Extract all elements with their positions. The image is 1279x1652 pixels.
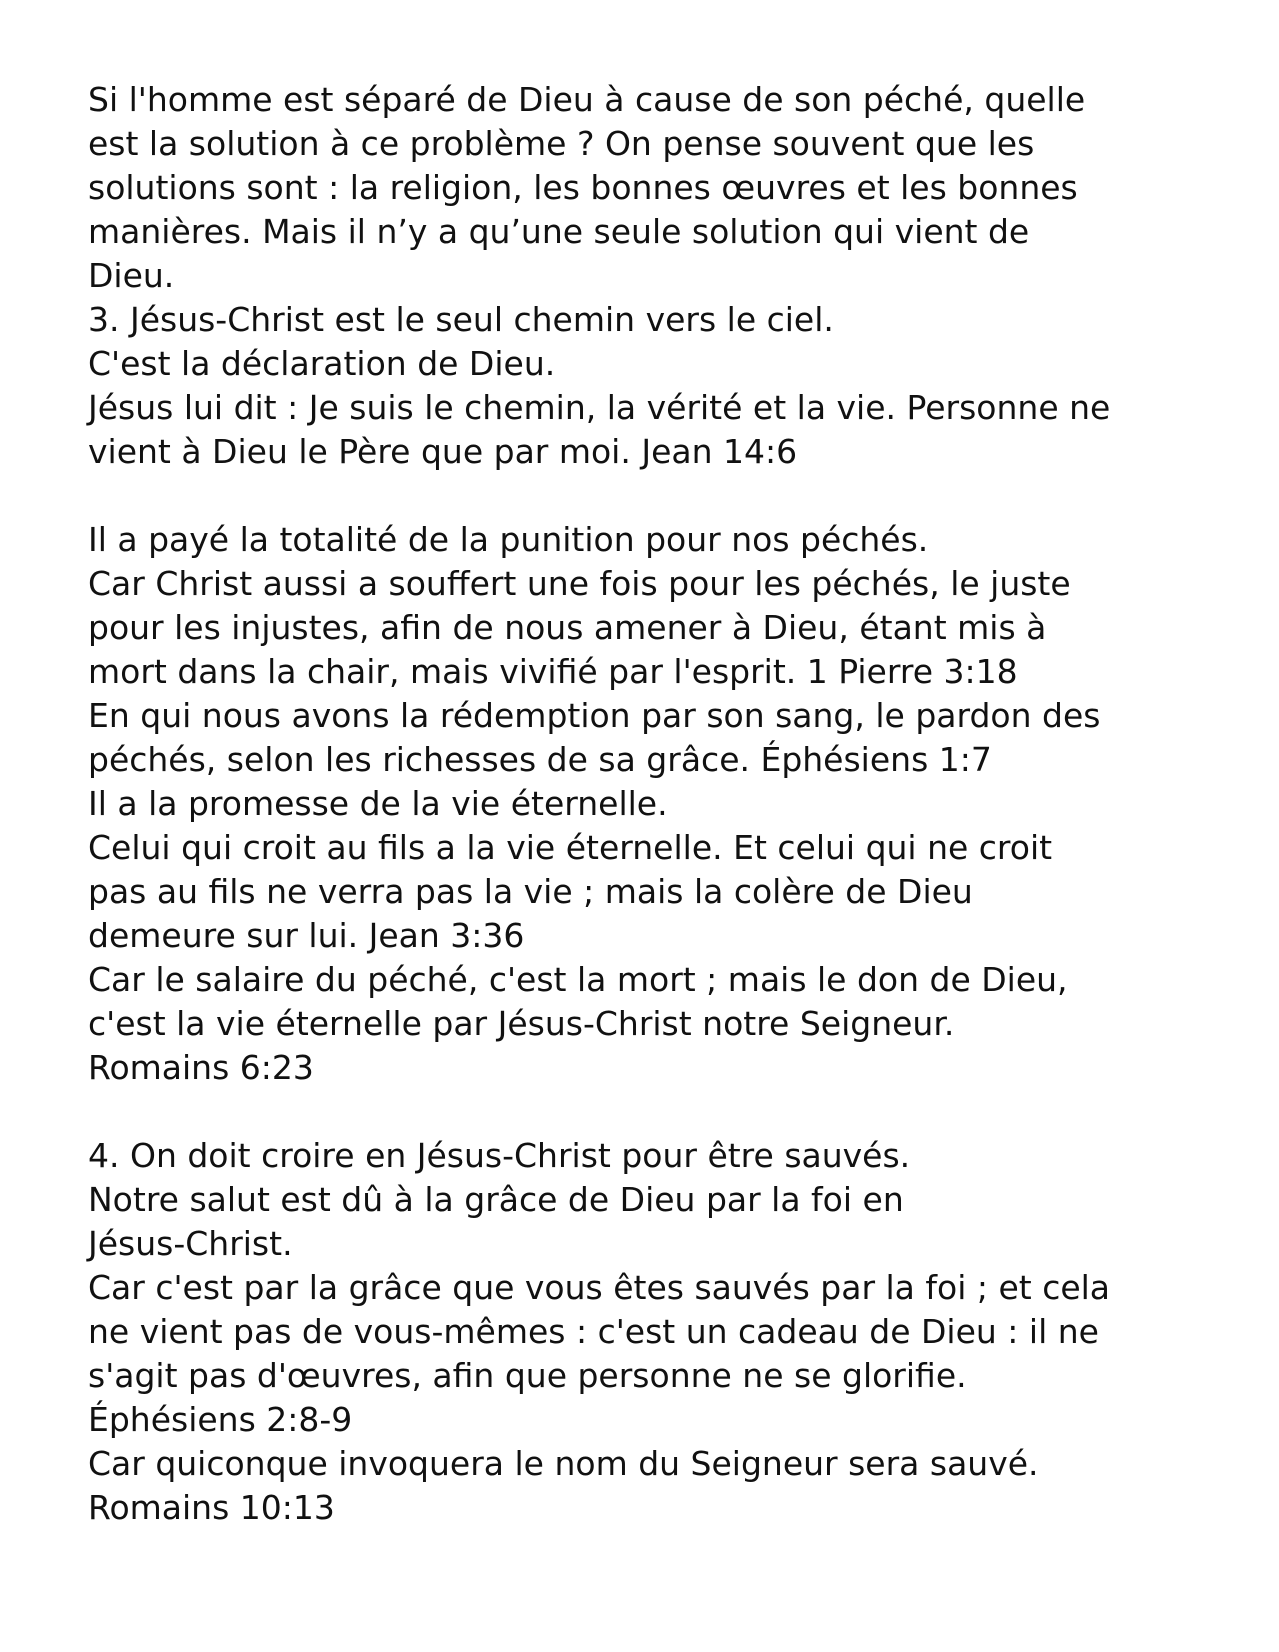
text-line: est la solution à ce problème ? On pense souvent que les xyxy=(88,124,1035,163)
text-line: Romains 6:23 xyxy=(88,1048,314,1087)
text-line: pour les injustes, afin de nous amener à Dieu, étant mis à xyxy=(88,608,1047,647)
text-line: demeure sur lui. Jean 3:36 xyxy=(88,916,525,955)
text-line: Jésus lui dit : Je suis le chemin, la vérité et la vie. Personne ne xyxy=(88,388,1111,427)
text-line: Car le salaire du péché, c'est la mort ; mais le don de Dieu, xyxy=(88,960,1068,999)
text-line: s'agit pas d'œuvres, afin que personne ne se glorifie. xyxy=(88,1356,967,1395)
text-line: Celui qui croit au fils a la vie éternelle. Et celui qui ne croit xyxy=(88,828,1053,867)
text-line: Dieu. xyxy=(88,256,175,295)
text-line: ne vient pas de vous-mêmes : c'est un cadeau de Dieu : il ne xyxy=(88,1312,1099,1351)
text-line: En qui nous avons la rédemption par son sang, le pardon des xyxy=(88,696,1101,735)
text-line: Notre salut est dû à la grâce de Dieu par la foi en xyxy=(88,1180,904,1219)
text-line: vient à Dieu le Père que par moi. Jean 14:6 xyxy=(88,432,798,471)
text-line: Car Christ aussi a souffert une fois pour les péchés, le juste xyxy=(88,564,1071,603)
text-line: Éphésiens 2:8-9 xyxy=(88,1400,353,1439)
text-line: Il a payé la totalité de la punition pour nos péchés. xyxy=(88,520,929,559)
text-line: Si l'homme est séparé de Dieu à cause de son péché, quelle xyxy=(88,80,1086,119)
text-line: C'est la déclaration de Dieu. xyxy=(88,344,556,383)
text-line: mort dans la chair, mais vivifié par l'esprit. 1 Pierre 3:18 xyxy=(88,652,1018,691)
text-line: péchés, selon les richesses de sa grâce. Éphésiens 1:7 xyxy=(88,740,992,779)
blank-line xyxy=(88,1090,1208,1134)
text-line: c'est la vie éternelle par Jésus-Christ notre Seigneur. xyxy=(88,1004,955,1043)
text-line: Il a la promesse de la vie éternelle. xyxy=(88,784,668,823)
text-line: solutions sont : la religion, les bonnes œuvres et les bonnes xyxy=(88,168,1078,207)
blank-line xyxy=(88,474,1208,518)
text-line: Jésus-Christ. xyxy=(88,1224,293,1263)
text-line: pas au fils ne verra pas la vie ; mais la colère de Dieu xyxy=(88,872,973,911)
document-page xyxy=(88,78,1208,1530)
section-heading-4: 4. On doit croire en Jésus-Christ pour être sauvés. xyxy=(88,1136,911,1175)
text-line: manières. Mais il n’y a qu’une seule solution qui vient de xyxy=(88,212,1030,251)
text-line: Car quiconque invoquera le nom du Seigneur sera sauvé. xyxy=(88,1444,1039,1483)
section-heading-3: 3. Jésus-Christ est le seul chemin vers le ciel. xyxy=(88,300,834,339)
text-line: Romains 10:13 xyxy=(88,1488,335,1527)
text-line: Car c'est par la grâce que vous êtes sauvés par la foi ; et cela xyxy=(88,1268,1111,1307)
